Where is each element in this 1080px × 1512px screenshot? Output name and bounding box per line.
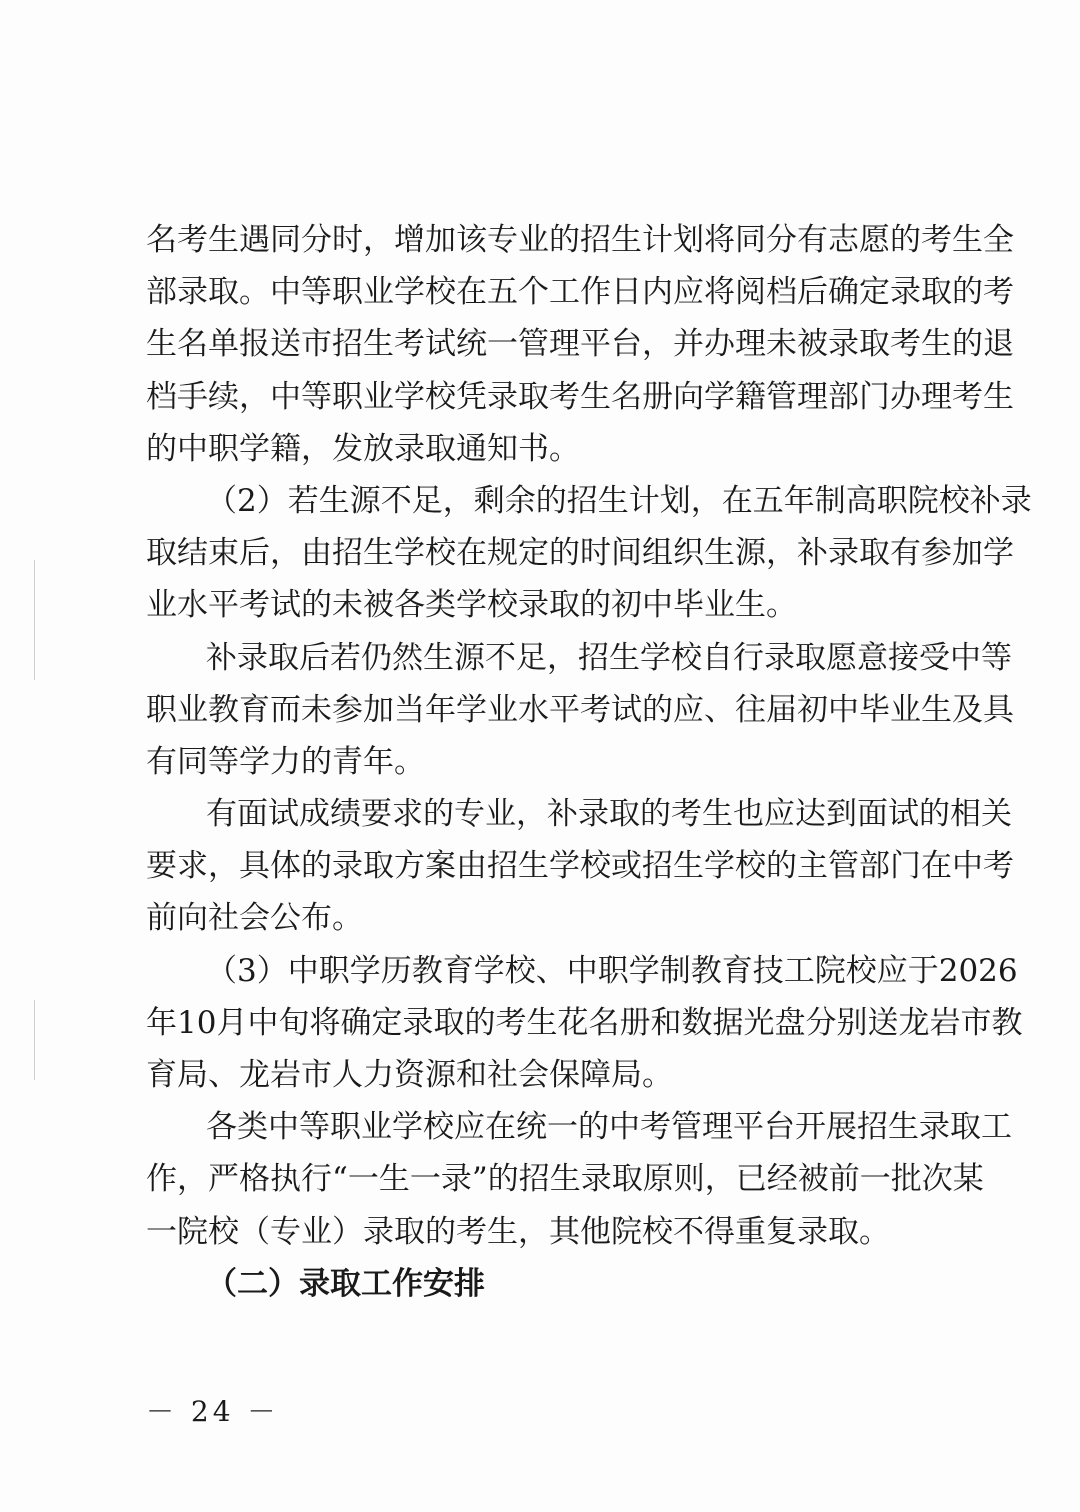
text-line: 前向社会公布。 bbox=[146, 900, 363, 937]
text-line: 要求，具体的录取方案由招生学校或招生学校的主管部门在中考 bbox=[146, 848, 1014, 885]
text-line: 名考生遇同分时，增加该专业的招生计划将同分有志愿的考生全 bbox=[146, 222, 1014, 258]
scan-margin-mark bbox=[34, 560, 35, 680]
document-body bbox=[146, 214, 1032, 1310]
text-line: 育局、龙岩市人力资源和社会保障局。 bbox=[146, 1057, 673, 1093]
text-line: 档手续，中等职业学校凭录取考生名册向学籍管理部门办理考生 bbox=[146, 378, 1014, 415]
text-line: 生名单报送市招生考试统一管理平台，并办理未被录取考生的退 bbox=[146, 326, 1014, 363]
text-line: 部录取。中等职业学校在五个工作日内应将阅档后确定录取的考 bbox=[146, 274, 1014, 311]
text-line: 年10月中旬将确定录取的考生花名册和数据光盘分别送龙岩市教 bbox=[146, 1004, 1023, 1041]
scan-margin-mark bbox=[34, 1000, 35, 1080]
text-line: 职业教育而未参加当年学业水平考试的应、往届初中毕业生及具 bbox=[146, 691, 1014, 728]
page-number: － 24 － bbox=[146, 1395, 280, 1428]
text-line: （3）中职学历教育学校、中职学制教育技工院校应于2026 bbox=[206, 952, 1018, 989]
text-line: 补录取后若仍然生源不足，招生学校自行录取愿意接受中等 bbox=[206, 639, 1012, 676]
text-line: 有同等学力的青年。 bbox=[146, 743, 425, 780]
text-line: 业水平考试的未被各类学校录取的初中毕业生。 bbox=[146, 587, 797, 624]
text-line: 的中职学籍，发放录取通知书。 bbox=[146, 430, 580, 467]
text-line: 作，严格执行“一生一录”的招生录取原则，已经被前一批次某 bbox=[146, 1161, 984, 1198]
text-line: 取结束后，由招生学校在规定的时间组织生源，补录取有参加学 bbox=[146, 535, 1014, 572]
section-heading: （二）录取工作安排 bbox=[206, 1265, 485, 1302]
text-line: 有面试成绩要求的专业，补录取的考生也应达到面试的相关 bbox=[206, 796, 1012, 833]
text-line: 一院校（专业）录取的考生，其他院校不得重复录取。 bbox=[146, 1213, 890, 1250]
text-line: （2）若生源不足，剩余的招生计划，在五年制高职院校补录 bbox=[206, 482, 1032, 519]
text-line: 各类中等职业学校应在统一的中考管理平台开展招生录取工 bbox=[206, 1109, 1012, 1146]
